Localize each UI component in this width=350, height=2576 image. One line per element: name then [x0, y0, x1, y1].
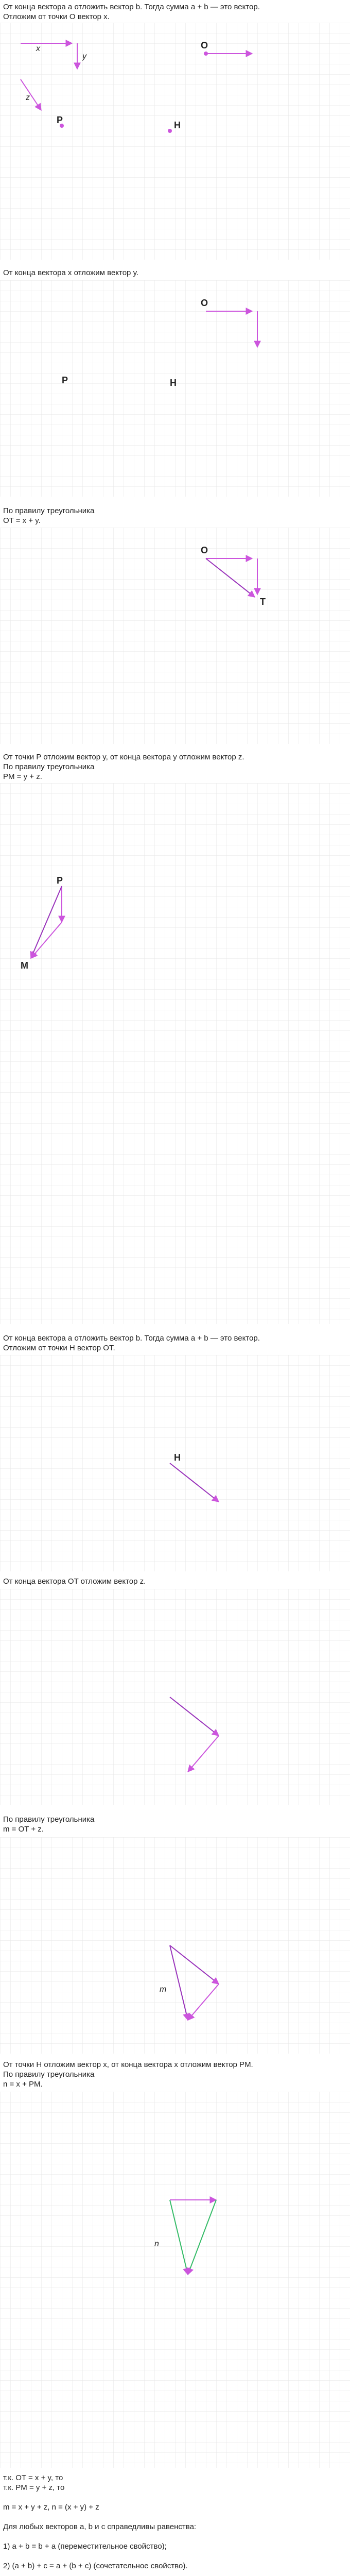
svg-text:m: m: [160, 1985, 167, 1994]
svg-text:H: H: [174, 120, 181, 130]
svg-text:y: y: [82, 52, 86, 61]
figure-4: [0, 783, 350, 1324]
svg-text:x: x: [36, 44, 40, 53]
step-text: По правилу треугольника m = OT + z.: [3, 1815, 95, 1834]
step-text: От точки H отложим вектор x, от конца вектора x отложим вектор PM. По правилу треугольника n = x + PM.: [3, 2060, 253, 2089]
figure-6: [0, 1589, 350, 1805]
svg-text:O: O: [201, 40, 208, 50]
svg-text:O: O: [201, 298, 208, 308]
svg-text:P: P: [62, 375, 68, 385]
svg-text:P: P: [57, 875, 63, 886]
figure-2: [0, 280, 350, 497]
step-text: От конца вектора OT отложим вектор z.: [3, 1577, 146, 1586]
figure-8: [0, 2092, 350, 2468]
svg-text:z: z: [26, 93, 30, 102]
svg-text:O: O: [201, 545, 208, 555]
svg-text:H: H: [174, 1452, 181, 1463]
step-text: От конца вектора a отложить вектор b. Тогда сумма a + b — это вектор. Отложим от точки O вектор x.: [3, 3, 260, 21]
svg-text:T: T: [260, 597, 266, 607]
figure-5: [0, 1355, 350, 1571]
svg-text:P: P: [57, 115, 63, 125]
svg-text:n: n: [154, 2240, 159, 2248]
conclusion: т.к. OT = x + y, то т.к. PM = y + z, то m = x + y + z, n = (x + y) + z Для любых векторов a, b и c справедливы равенства: 1) a + b = b + a (переместительное свойство); 2) (a + b) + c = a + (b + c) (сочетательное свойство).: [3, 2473, 197, 2570]
figure-3: [0, 528, 350, 744]
svg-text:H: H: [170, 378, 177, 388]
step-text: По правилу треугольника OT = x + y.: [3, 506, 95, 525]
step-text: От конца вектора a отложить вектор b. Тогда сумма a + b — это вектор. Отложим от точки H вектор OT.: [3, 1334, 260, 1352]
figure-1: [0, 23, 350, 260]
step-text: От конца вектора x отложим вектор y.: [3, 268, 139, 277]
figure-7: [0, 1837, 350, 2054]
svg-text:M: M: [21, 960, 28, 971]
step-text: От точки P отложим вектор y, от конца вектора y отложим вектор z. По правилу треугольника PM = y + z.: [3, 753, 244, 781]
